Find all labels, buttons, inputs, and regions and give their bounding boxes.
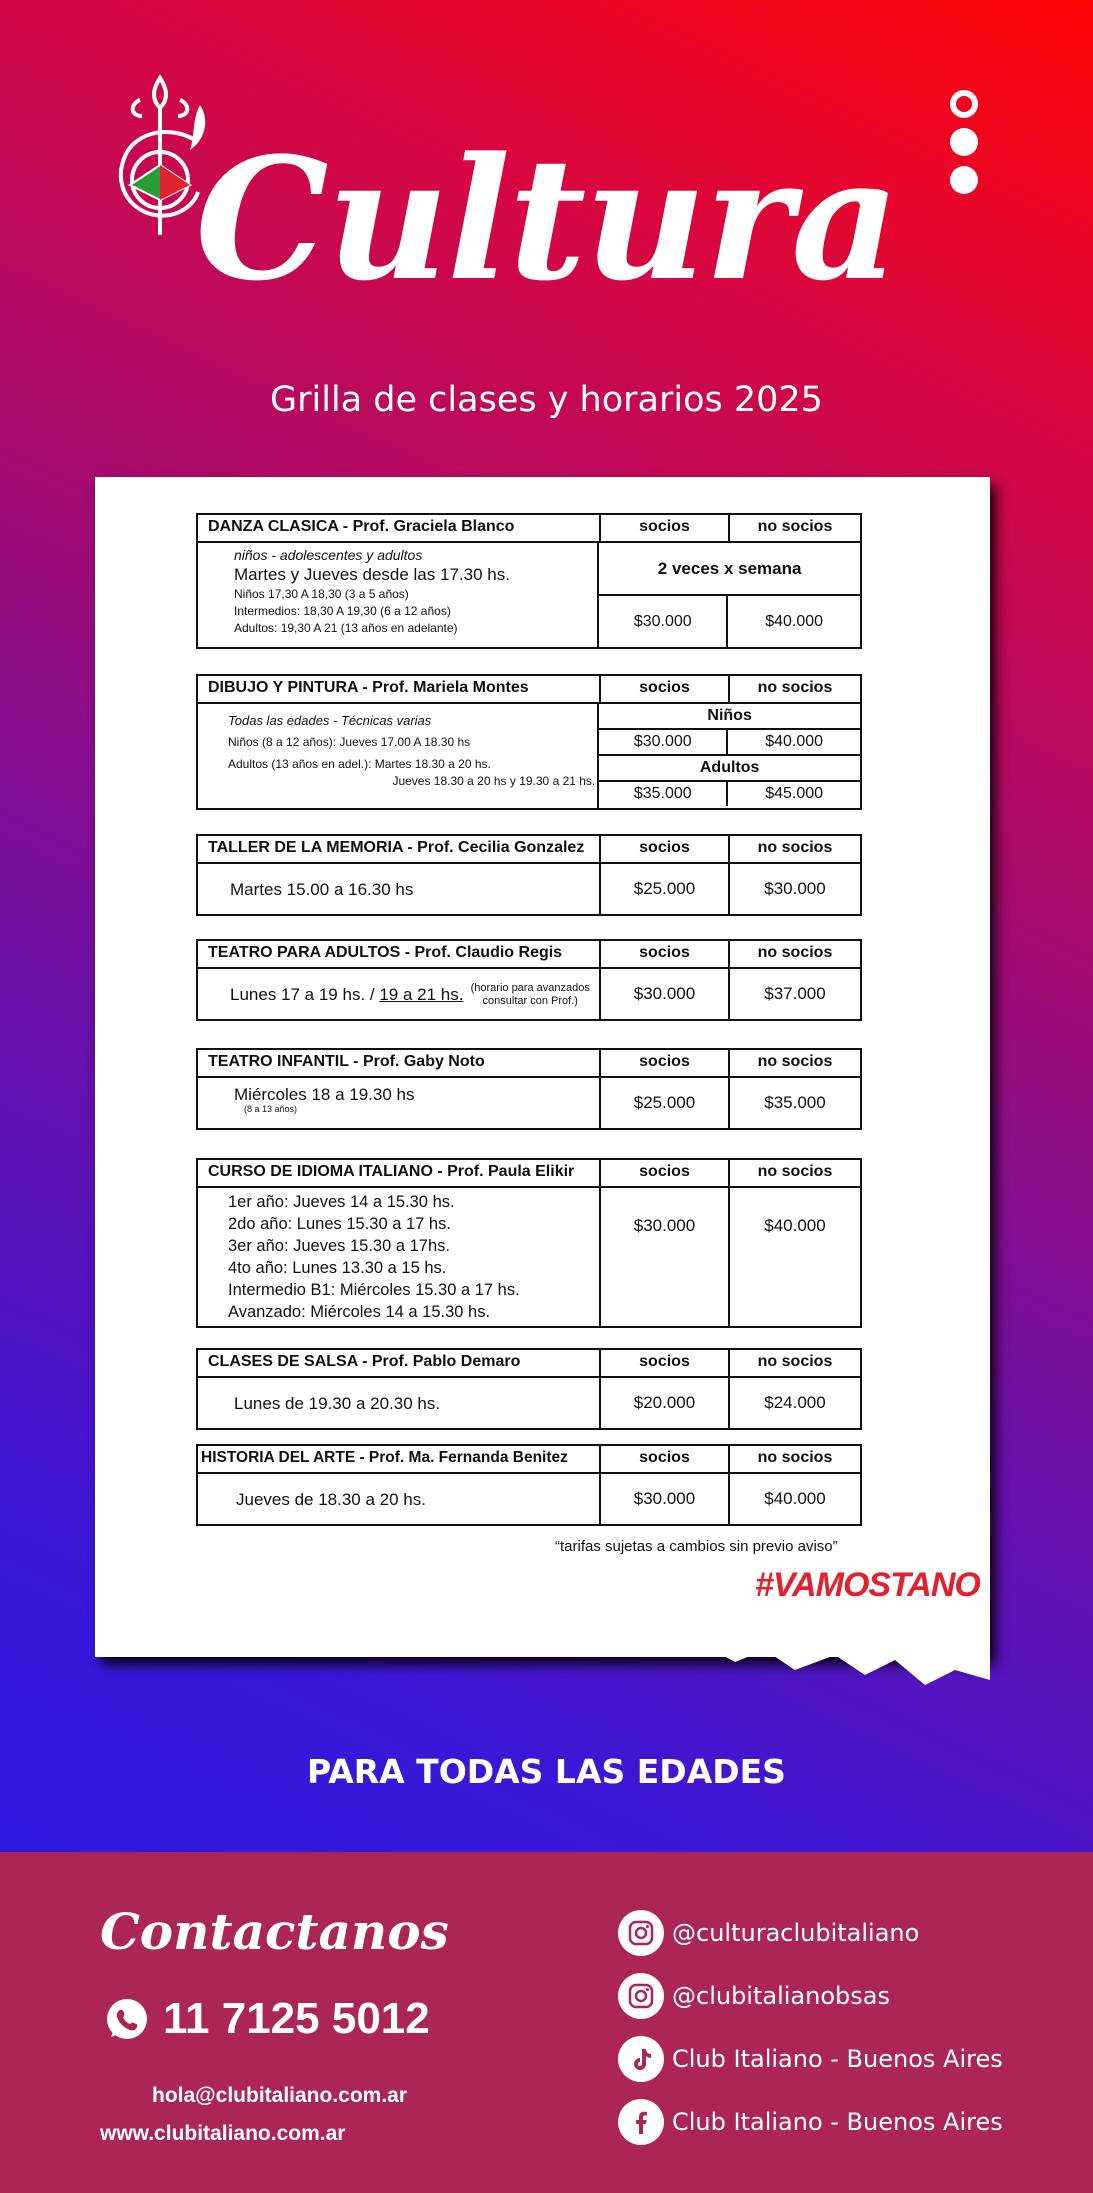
class-block-italiano xyxy=(196,1158,862,1328)
price-group-label: Adultos xyxy=(599,756,860,782)
social-item[interactable] xyxy=(618,1973,890,2019)
class-block-teatro-infantil xyxy=(196,1048,862,1130)
class-audience: niños - adolescentes y adultos xyxy=(234,547,423,563)
col-no-socios: no socios xyxy=(757,1353,833,1370)
instagram-icon xyxy=(618,1973,664,2019)
class-name: TEATRO PARA ADULTOS - Prof. Claudio Regis xyxy=(198,941,601,967)
facebook-icon xyxy=(618,2099,664,2145)
level-line: 3er año: Jueves 15.30 a 17hs. xyxy=(228,1237,450,1255)
social-item[interactable] xyxy=(618,1910,919,1956)
level-line: 4to año: Lunes 13.30 a 15 hs. xyxy=(228,1259,447,1277)
class-block-salsa xyxy=(196,1348,862,1430)
class-schedule: Martes y Jueves desde las 17.30 hs. xyxy=(234,565,510,584)
schedule-sheet xyxy=(95,477,990,1657)
class-name: CURSO DE IDIOMA ITALIANO - Prof. Paula Elikir xyxy=(198,1160,601,1186)
col-no-socios: no socios xyxy=(757,1449,833,1466)
class-note: (horario para avanzados consultar con Prof.) xyxy=(470,982,590,1007)
class-ages: (8 a 13 años) xyxy=(244,1104,298,1114)
social-item[interactable] xyxy=(618,2036,1003,2082)
dot-ring xyxy=(950,90,978,118)
class-line: Adultos: 19,30 A 21 (13 años en adelante) xyxy=(234,621,458,635)
contact-footer xyxy=(0,1852,1093,2193)
col-socios: socios xyxy=(601,1446,730,1472)
col-no-socios: no socios xyxy=(757,839,833,856)
class-audience: Todas las edades - Técnicas varias xyxy=(228,713,432,728)
class-frequency: 2 veces x semana xyxy=(599,543,860,596)
price-no-socios: $37.000 xyxy=(764,984,826,1003)
price-no-socios: $40.000 xyxy=(765,733,824,750)
col-socios: socios xyxy=(601,515,730,541)
price-no-socios: $24.000 xyxy=(764,1393,826,1412)
page-subtitle: Grilla de clases y horarios 2025 xyxy=(270,380,823,420)
class-name: HISTORIA DEL ARTE - Prof. Ma. Fernanda Benitez xyxy=(198,1446,601,1472)
price-disclaimer: “tarifas sujetas a cambios sin previo aviso” xyxy=(555,1538,838,1555)
col-no-socios: no socios xyxy=(757,944,833,961)
class-schedule: Jueves de 18.30 a 20 hs. xyxy=(198,1474,601,1524)
website-link[interactable]: www.clubitaliano.com.ar xyxy=(100,2122,346,2145)
level-line: Avanzado: Miércoles 14 a 15.30 hs. xyxy=(228,1303,491,1321)
price-group-label: Niños xyxy=(599,704,860,730)
price-no-socios: $35.000 xyxy=(764,1093,826,1112)
social-label: Club Italiano - Buenos Aires xyxy=(672,2045,1003,2073)
page-title: Cultura xyxy=(195,120,898,318)
whatsapp-icon xyxy=(105,1997,149,2041)
contact-title: Contactanos xyxy=(100,1902,449,1961)
price-socios: $20.000 xyxy=(601,1378,730,1428)
col-socios: socios xyxy=(601,1350,730,1376)
price-socios: $25.000 xyxy=(601,1078,730,1128)
price-socios: $35.000 xyxy=(599,782,728,806)
price-socios: $30.000 xyxy=(601,969,730,1019)
class-schedule: Martes 15.00 a 16.30 hs xyxy=(198,864,601,914)
class-name: DANZA CLASICA - Prof. Graciela Blanco xyxy=(198,515,601,541)
col-socios: socios xyxy=(601,676,730,702)
class-line: Intermedios: 18,30 A 19,30 (6 a 12 años) xyxy=(234,604,451,618)
price-socios: $30.000 xyxy=(599,596,728,647)
price-no-socios: $45.000 xyxy=(765,785,824,802)
class-name: CLASES DE SALSA - Prof. Pablo Demaro xyxy=(198,1350,601,1376)
price-socios: $25.000 xyxy=(601,864,730,914)
price-socios: $30.000 xyxy=(601,1474,730,1524)
tagline: PARA TODAS LAS EDADES xyxy=(307,1752,786,1791)
class-line: Niños 17,30 A 18,30 (3 a 5 años) xyxy=(234,587,409,601)
col-socios: socios xyxy=(601,941,730,967)
col-socios: socios xyxy=(601,836,730,862)
price-no-socios: $40.000 xyxy=(764,1216,826,1235)
price-no-socios: $40.000 xyxy=(764,1489,826,1508)
class-block-historia xyxy=(196,1444,862,1526)
col-no-socios: no socios xyxy=(757,518,833,535)
level-line: 1er año: Jueves 14 a 15.30 hs. xyxy=(228,1193,455,1211)
phone-number: 11 7125 5012 xyxy=(163,1994,430,2043)
class-line: Niños (8 a 12 años): Jueves 17.00 A 18.30 hs xyxy=(228,735,471,749)
class-schedule: Lunes de 19.30 a 20.30 hs. xyxy=(198,1378,601,1428)
social-label: Club Italiano - Buenos Aires xyxy=(672,2108,1003,2136)
class-schedule: Miércoles 18 a 19.30 hs xyxy=(234,1085,415,1104)
price-socios: $30.000 xyxy=(599,730,728,754)
class-name: TEATRO INFANTIL - Prof. Gaby Noto xyxy=(198,1050,601,1076)
social-label: @clubitalianobsas xyxy=(672,1982,890,2010)
social-item[interactable] xyxy=(618,2099,1003,2145)
class-block-memoria xyxy=(196,834,862,916)
class-line: Adultos (13 años en adel.): Martes 18.30 a 20 hs. xyxy=(228,757,491,771)
class-name: DIBUJO Y PINTURA - Prof. Mariela Montes xyxy=(198,676,601,702)
class-schedule: Lunes 17 a 19 hs. / xyxy=(230,985,380,1004)
col-no-socios: no socios xyxy=(757,1163,833,1180)
price-no-socios: $30.000 xyxy=(764,879,826,898)
phone-row[interactable] xyxy=(105,1994,430,2044)
instagram-icon xyxy=(618,1910,664,1956)
price-no-socios: $40.000 xyxy=(765,612,824,630)
price-socios: $30.000 xyxy=(601,1188,730,1326)
col-socios: socios xyxy=(601,1050,730,1076)
tiktok-icon xyxy=(618,2036,664,2082)
class-block-danza xyxy=(196,513,862,649)
col-socios: socios xyxy=(601,1160,730,1186)
class-block-teatro-adultos xyxy=(196,939,862,1021)
class-name: TALLER DE LA MEMORIA - Prof. Cecilia Gonzalez xyxy=(198,836,601,862)
email-link[interactable]: hola@clubitaliano.com.ar xyxy=(152,2084,408,2107)
torn-paper-edge xyxy=(95,1600,990,1710)
social-label: @culturaclubitaliano xyxy=(672,1919,920,1947)
class-schedule-advanced: 19 a 21 hs. xyxy=(379,985,464,1004)
class-block-dibujo xyxy=(196,674,862,810)
col-no-socios: no socios xyxy=(757,1053,833,1070)
class-line: Jueves 18.30 a 20 hs y 19.30 a 21 hs. xyxy=(392,774,596,788)
hashtag: #VAMOSTANO xyxy=(755,1566,980,1604)
col-no-socios: no socios xyxy=(757,679,833,696)
level-line: 2do año: Lunes 15.30 a 17 hs. xyxy=(228,1215,451,1233)
level-line: Intermedio B1: Miércoles 15.30 a 17 hs. xyxy=(228,1281,520,1299)
